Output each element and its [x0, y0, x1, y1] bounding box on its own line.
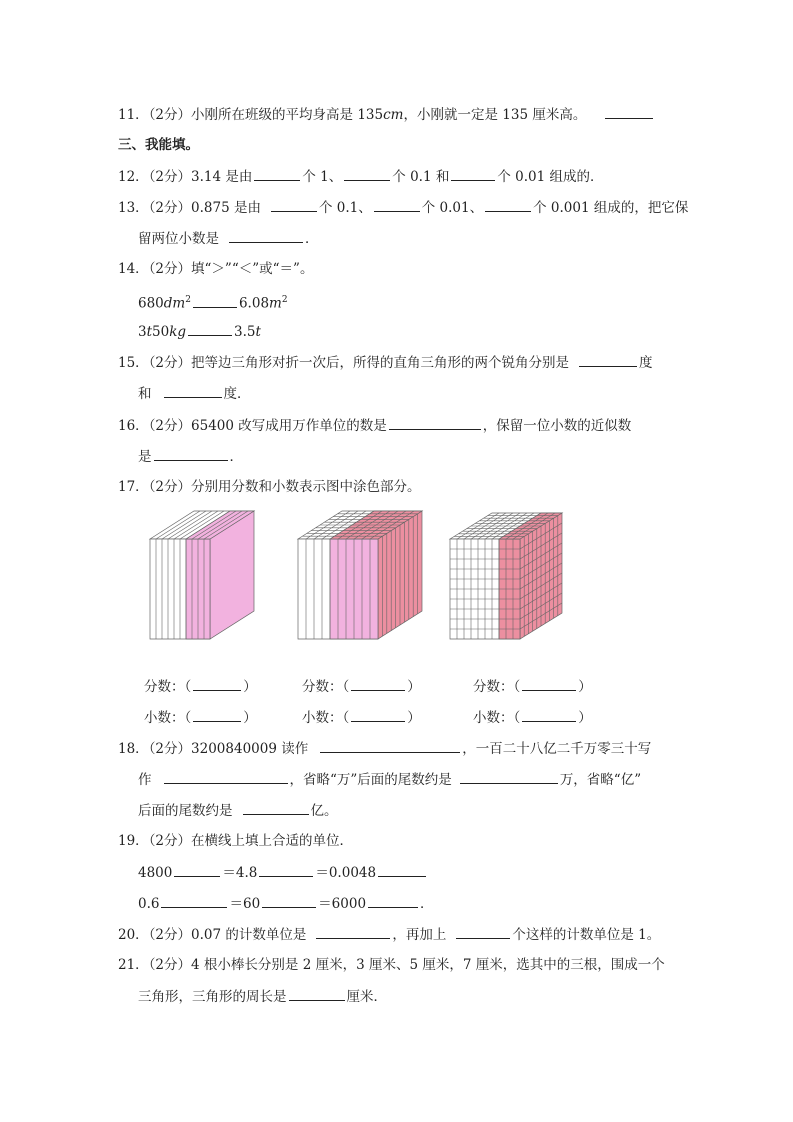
label-text: 分数：（ [302, 679, 350, 695]
unit-text: kg [169, 324, 187, 340]
answer-blank[interactable] [456, 925, 510, 939]
answer-blank[interactable] [351, 677, 405, 691]
question-score: （2分） [148, 927, 192, 943]
label-text: ） [578, 710, 592, 726]
answer-blank[interactable] [522, 677, 576, 691]
value-text: ＝6000 [318, 896, 367, 912]
unit-text: cm [383, 107, 404, 123]
answer-blank[interactable] [174, 863, 220, 877]
question-text: 个这样的计数单位是 1。 [512, 927, 661, 943]
cube2-fraction [302, 675, 421, 695]
question-21-line2 [138, 987, 387, 1006]
question-18-line3 [138, 801, 338, 820]
question-text: 个 0.01、 [421, 200, 484, 216]
answer-blank[interactable] [351, 708, 405, 722]
question-16-line2 [138, 447, 243, 466]
answer-blank[interactable] [522, 708, 576, 722]
value-text: 50 [152, 324, 170, 340]
question-score: （2分） [148, 355, 192, 371]
question-text: 0.875 是由 [191, 200, 261, 216]
question-text: 三角形，三角形的周长是 [138, 989, 287, 1005]
compare-row-1 [138, 291, 288, 313]
question-text: ． [229, 449, 243, 465]
label-text: 分数：（ [473, 679, 521, 695]
question-score: （2分） [148, 957, 192, 973]
question-score: （2分） [148, 741, 192, 757]
cube3-fraction [473, 675, 592, 695]
question-text: 是 [138, 449, 152, 465]
question-text: 在横线上填上合适的单位． [191, 833, 354, 849]
value-text: 4800 [138, 865, 173, 881]
section-title: 三、我能填。 [118, 137, 199, 153]
question-text: 和 [138, 386, 152, 402]
question-text: ． [305, 231, 319, 247]
question-15 [118, 353, 653, 372]
answer-blank[interactable] [451, 167, 495, 181]
unit-text: m [269, 295, 282, 312]
question-score: （2分） [148, 169, 192, 185]
question-number: 12． [118, 169, 149, 185]
question-text: ，保留一位小数的近似数 [482, 418, 632, 434]
cube3-decimal [473, 706, 592, 726]
label-text: 小数：（ [473, 710, 521, 726]
answer-blank[interactable] [320, 739, 460, 753]
question-text: 度． [223, 386, 251, 402]
question-15-line2 [138, 384, 251, 403]
answer-blank[interactable] [374, 198, 420, 212]
question-number: 19． [118, 833, 149, 849]
decimal-cubes-figure [138, 503, 593, 727]
answer-blank[interactable] [344, 167, 390, 181]
answer-blank[interactable] [259, 863, 313, 877]
question-18-line2 [138, 770, 641, 789]
cube-diagrams [138, 503, 593, 653]
question-number: 20． [118, 927, 149, 943]
question-19 [118, 832, 353, 850]
question-text: 0.07 的计数单位是 [191, 927, 307, 943]
superscript: 2 [281, 295, 288, 305]
question-text: ，一百二十八亿二千万零三十写 [462, 741, 652, 757]
answer-blank[interactable] [460, 770, 558, 784]
question-16 [118, 416, 631, 435]
question-text: 亿。 [310, 803, 338, 819]
unit-row-1 [138, 863, 428, 882]
answer-blank[interactable] [389, 416, 481, 430]
question-21 [118, 956, 665, 974]
answer-blank[interactable] [316, 925, 390, 939]
answer-blank[interactable] [193, 294, 237, 308]
question-text: 65400 改写成用万作单位的数是 [191, 418, 387, 434]
question-text: ，再加上 [392, 927, 447, 943]
question-score: （2分） [148, 107, 192, 123]
value-text: 3 [138, 324, 147, 340]
question-text: 个 0.1 和 [392, 169, 450, 185]
question-text: 填“＞”“＜”或“＝”。 [191, 261, 314, 277]
value-text: ＝4.8 [222, 865, 258, 881]
label-text: 分数：（ [144, 679, 192, 695]
answer-blank[interactable] [161, 894, 227, 908]
label-text: 小数：（ [144, 710, 192, 726]
question-text: 度 [639, 355, 653, 371]
question-score: （2分） [148, 479, 192, 495]
answer-blank[interactable] [193, 677, 241, 691]
answer-blank[interactable] [289, 987, 345, 1001]
question-score: （2分） [148, 418, 192, 434]
answer-blank[interactable] [164, 384, 222, 398]
question-text: 把等边三角形对折一次后，所得的直角三角形的两个锐角分别是 [191, 355, 570, 371]
question-number: 16． [118, 418, 149, 434]
answer-blank[interactable] [605, 105, 653, 119]
question-text: 分别用分数和小数表示图中涂色部分。 [191, 479, 421, 495]
cube1-decimal [144, 706, 257, 726]
answer-blank[interactable] [243, 801, 309, 815]
question-score: （2分） [148, 833, 192, 849]
value-text: ＝0.0048 [315, 865, 377, 881]
compare-row-2 [138, 322, 261, 341]
unit-text: t [146, 324, 153, 340]
question-12 [118, 167, 604, 186]
superscript: 2 [185, 295, 191, 305]
question-number: 13． [118, 200, 149, 216]
value-text: 6.08 [238, 295, 270, 312]
question-text: 个 0.001 组成的，把它保 [533, 200, 689, 216]
question-number: 11． [118, 107, 149, 123]
answer-blank[interactable] [262, 894, 316, 908]
question-number: 17． [118, 479, 149, 495]
question-number: 21． [118, 957, 149, 973]
question-text: 个 0.01 组成的． [497, 169, 604, 185]
answer-blank[interactable] [579, 353, 637, 367]
question-14 [118, 260, 313, 278]
label-text: ） [578, 679, 592, 695]
question-20 [118, 925, 660, 944]
answer-blank[interactable] [229, 229, 303, 243]
label-text: ） [407, 679, 421, 695]
question-text: 万，省略“亿” [559, 772, 642, 788]
cube1-fraction [144, 675, 257, 695]
question-13 [118, 198, 688, 217]
label-text: ） [407, 710, 421, 726]
label-text: ） [243, 679, 257, 695]
question-text: 个 0.1、 [318, 200, 372, 216]
question-score: （2分） [148, 200, 192, 216]
answer-blank[interactable] [193, 708, 241, 722]
answer-blank[interactable] [485, 198, 531, 212]
answer-blank[interactable] [378, 863, 426, 877]
unit-text: t [255, 324, 261, 340]
answer-blank[interactable] [271, 198, 317, 212]
question-text: 作 [138, 772, 152, 788]
question-18 [118, 739, 651, 758]
value-text: ＝60 [229, 896, 261, 912]
unit-row-2 [138, 894, 434, 913]
label-text: 小数：（ [302, 710, 350, 726]
question-text: ，小刚就一定是 135 厘米高。 [403, 107, 587, 123]
answer-blank[interactable] [188, 322, 232, 336]
question-text: 个 1、 [302, 169, 343, 185]
question-text: ，省略“万”后面的尾数约是 [289, 772, 452, 788]
question-number: 15． [118, 355, 149, 371]
value-text: 680 [138, 295, 164, 312]
question-number: 18． [118, 741, 149, 757]
question-number: 14． [118, 261, 149, 277]
question-text: 厘米． [346, 989, 387, 1005]
label-text: ） [243, 710, 257, 726]
question-text: 留两位小数是 [138, 231, 219, 247]
answer-blank[interactable] [368, 894, 418, 908]
answer-blank[interactable] [154, 447, 228, 461]
answer-blank[interactable] [164, 770, 288, 784]
value-text: 0.6 [138, 896, 160, 912]
question-11 [118, 105, 655, 124]
unit-text: dm [163, 295, 186, 312]
answer-blank[interactable] [254, 167, 300, 181]
question-13-line2 [138, 229, 319, 248]
question-text: 小刚所在班级的平均身高是 135 [191, 107, 384, 123]
question-text: 后面的尾数约是 [138, 803, 233, 819]
question-17 [118, 478, 421, 496]
question-score: （2分） [148, 261, 192, 277]
question-text: 3.14 是由 [191, 169, 253, 185]
question-text: 3200840009 读作 [191, 741, 309, 757]
value-text: 3.5 [234, 324, 256, 340]
value-text: ． [420, 896, 434, 912]
cube2-decimal [302, 706, 421, 726]
question-text: 4 根小棒长分别是 2 厘米，3 厘米、5 厘米，7 厘米，选其中的三根，围成一个 [191, 957, 665, 973]
